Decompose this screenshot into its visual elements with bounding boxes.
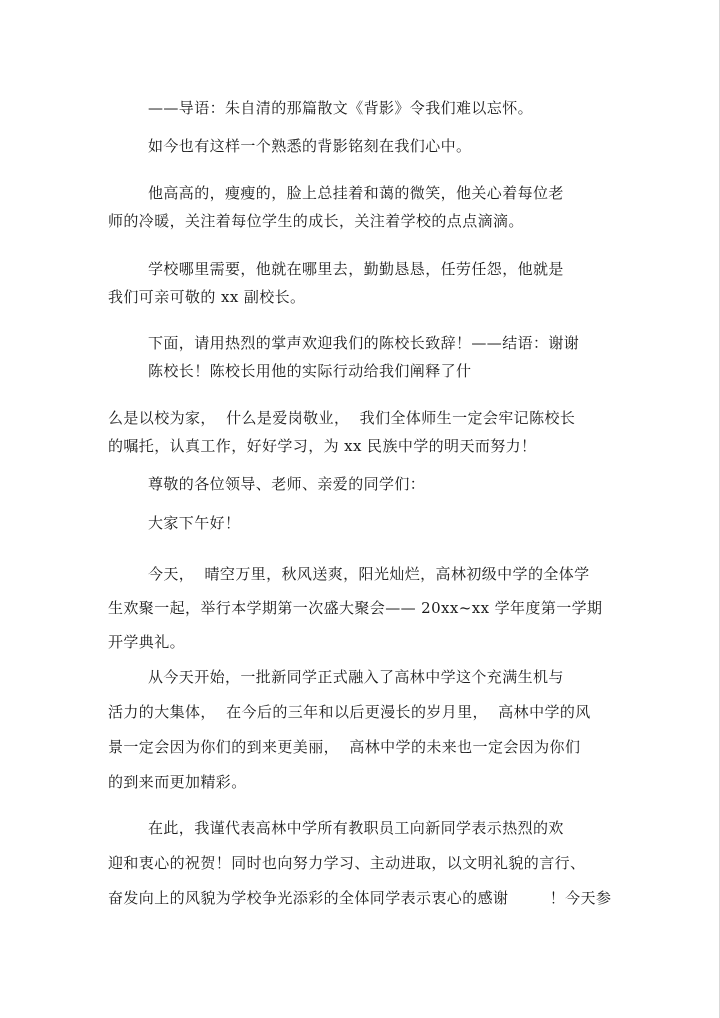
text-line: 么是以校为家， 什么是爱岗敬业， 我们全体师生一定会牢记陈校长 — [108, 409, 576, 427]
text-line: 今天， 晴空万里，秋风送爽，阳光灿烂，高林初级中学的全体学 — [148, 565, 590, 583]
text-line: 奋发向上的风貌为学校争光添彩的全体同学表示衷心的感谢 ！今天参 — [108, 889, 612, 907]
text-line: 他高高的，瘦瘦的，脸上总挂着和蔼的微笑，他关心着每位老 — [148, 184, 564, 202]
text-line: 的嘱托，认真工作，好好学习，为 xx 民族中学的明天而努力！ — [108, 437, 537, 455]
text-line: 陈校长！陈校长用他的实际行动给我们阐释了什 — [148, 362, 472, 380]
text-line: 师的冷暖，关注着每位学生的成长，关注着学校的点点滴滴。 — [108, 212, 524, 230]
text-line: 在此，我谨代表高林中学所有教职员工向新同学表示热烈的欢 — [148, 819, 564, 837]
text-line: 景一定会因为你们的到来更美丽， 高林中学的未来也一定会因为你们 — [108, 738, 581, 756]
text-line: 的到来而更加精彩。 — [108, 773, 247, 791]
text-line: 学校哪里需要，他就在哪里去，勤勤恳恳，任劳任怨，他就是 — [148, 260, 564, 278]
text-line: 生欢聚一起，举行本学期第一次盛大聚会—— 20xx~xx 学年度第一学期 — [108, 599, 603, 617]
text-line: 如今也有这样一个熟悉的背影铭刻在我们心中。 — [148, 137, 472, 155]
text-line: 开学典礼。 — [108, 633, 186, 651]
text-line: ——导语：朱自清的那篇散文《背影》令我们难以忘怀。 — [148, 99, 534, 117]
text-line: 迎和衷心的祝贺！同时也向努力学习、主动进取，以文明礼貌的言行、 — [108, 854, 586, 872]
text-line: 我们可亲可敬的 xx 副校长。 — [108, 288, 306, 306]
text-line: 尊敬的各位领导、老师、亲爱的同学们： — [148, 475, 426, 493]
text-line: 大家下午好！ — [148, 514, 241, 532]
text-line: 从今天开始，一批新同学正式融入了高林中学这个充满生机与 — [148, 668, 564, 686]
text-line: 下面，请用热烈的掌声欢迎我们的陈校长致辞！——结语：谢谢 — [148, 334, 580, 352]
text-line: 活力的大集体， 在今后的三年和以后更漫长的岁月里， 高林中学的风 — [108, 703, 591, 721]
